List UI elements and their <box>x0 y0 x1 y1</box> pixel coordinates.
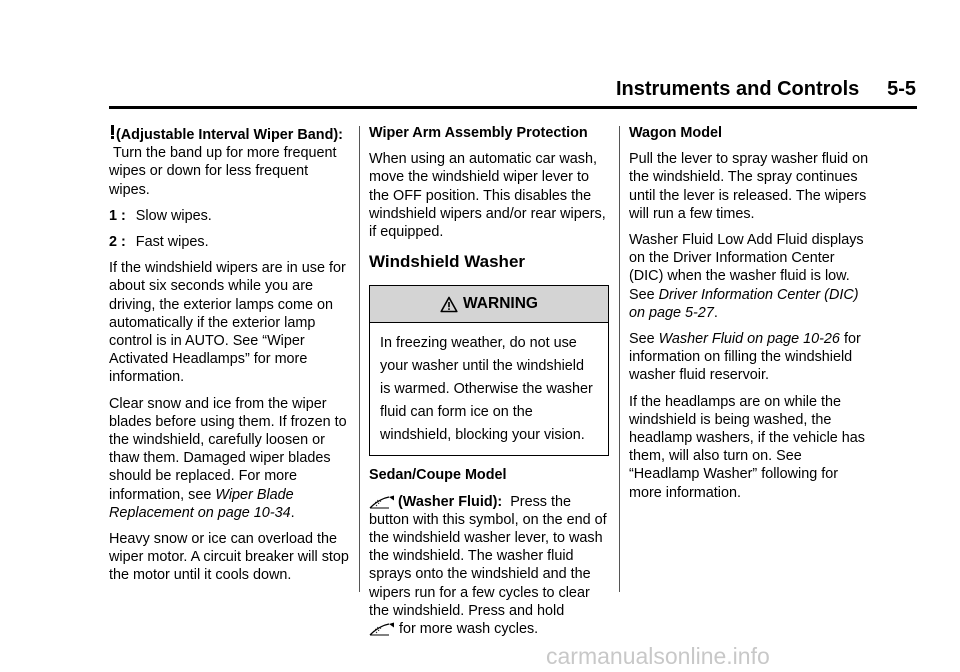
warning-text: In freezing weather, do not use your washer until the windshield is warmed. Otherwise the washer fluid can form ice on the windshield, blocking your vision. <box>380 335 593 444</box>
headlamps-paragraph: If the headlamps are on while the windshield is being washed, the headlamp washers, if the vehicle has them, will also turn on. See “Headlamp Washer” following for more information. <box>629 393 865 501</box>
fill-paragraph <box>629 330 869 385</box>
band-text: Turn the band up for more frequent wipes or down for less frequent wipes. <box>109 145 337 198</box>
snow-paragraph <box>109 395 349 522</box>
snow-end: . <box>290 504 295 521</box>
page-header-title: Instruments and Controls 5-5 <box>615 78 916 100</box>
slow-item <box>109 207 349 225</box>
washer-fluid-icon <box>369 495 395 509</box>
washer-text: Press the button with this symbol, on the end of the windshield washer lever, to wash the windshield. The washer fluid sprays onto the windshield and the wipers run for a few cycles to clear the windshield. Press and hold <box>369 493 607 619</box>
fast-item <box>109 233 349 251</box>
dic-ref: Driver Information Center (DIC) on page 5-27 <box>629 286 859 321</box>
wiper-blade-ref: Wiper Blade Replacement on page 10-34 <box>109 486 294 521</box>
item1-label: 1 : <box>109 207 126 224</box>
see-text: See <box>629 331 659 348</box>
band-label: (Adjustable Interval Wiper Band): <box>116 127 343 143</box>
warning-header <box>370 286 608 323</box>
sedan-heading: Sedan/Coupe Model <box>369 467 507 484</box>
warning-triangle-icon <box>440 296 458 313</box>
washer-heading: Windshield Washer <box>369 252 526 272</box>
watermark: carmanualsonline.info <box>546 643 770 669</box>
band-paragraph <box>109 124 349 199</box>
wagon-heading: Wagon Model <box>629 125 722 141</box>
washer-fluid-ref: Washer Fluid on page 10-26 <box>658 331 840 348</box>
column-2 <box>369 124 609 646</box>
item2-label: 2 : <box>109 234 126 251</box>
washer-text-end: for more wash cycles. <box>399 621 539 638</box>
overload-paragraph: Heavy snow or ice can overload the wiper motor. A circuit breaker will stop the motor until it cools down. <box>109 531 349 584</box>
item1-text: Slow wipes. <box>135 207 212 224</box>
fill-text: for information on filling the windshield washer fluid reservoir. <box>629 331 861 384</box>
snow-text: Clear snow and ice from the wiper blades before using them. If frozen to the windshield, carefully loosen or thaw them. Damaged wiper blades should be replaced. For more information, see <box>109 395 347 503</box>
auto-paragraph: If the windshield wipers are in use for about six seconds while you are driving, the exterior lamps come on automatically if the exterior lamp control is in AUTO. See “Wiper Activated Headlamps” for more information. <box>109 260 346 386</box>
column-1 <box>109 124 349 593</box>
low-fluid-text: Washer Fluid Low Add Fluid displays on the Driver Information Center (DIC) when the washer fluid is low. See <box>629 232 864 303</box>
washer-label: (Washer Fluid): <box>398 493 503 510</box>
protection-paragraph: When using an automatic car wash, move the windshield wiper lever to the OFF position. This disables the windshield wipers and/or rear wipers, if equipped. <box>369 151 606 241</box>
low-fluid-end: . <box>713 304 718 321</box>
item2-text: Fast wipes. <box>135 234 209 251</box>
wiper-band-icon <box>109 124 116 140</box>
washer-fluid-icon <box>369 622 395 636</box>
wagon-paragraph: Pull the lever to spray washer fluid on the windshield. The spray continues until the lever is released. The wipers will run a few times. <box>629 151 869 222</box>
column-divider-left <box>359 126 360 592</box>
header-rule <box>109 106 917 109</box>
protection-heading: Wiper Arm Assembly Protection <box>369 125 588 141</box>
column-3 <box>629 124 869 510</box>
low-fluid-paragraph <box>629 231 869 322</box>
warning-box <box>369 285 609 456</box>
warning-title: WARNING <box>463 295 538 313</box>
column-divider-right <box>619 126 620 592</box>
washer-paragraph <box>369 493 609 639</box>
